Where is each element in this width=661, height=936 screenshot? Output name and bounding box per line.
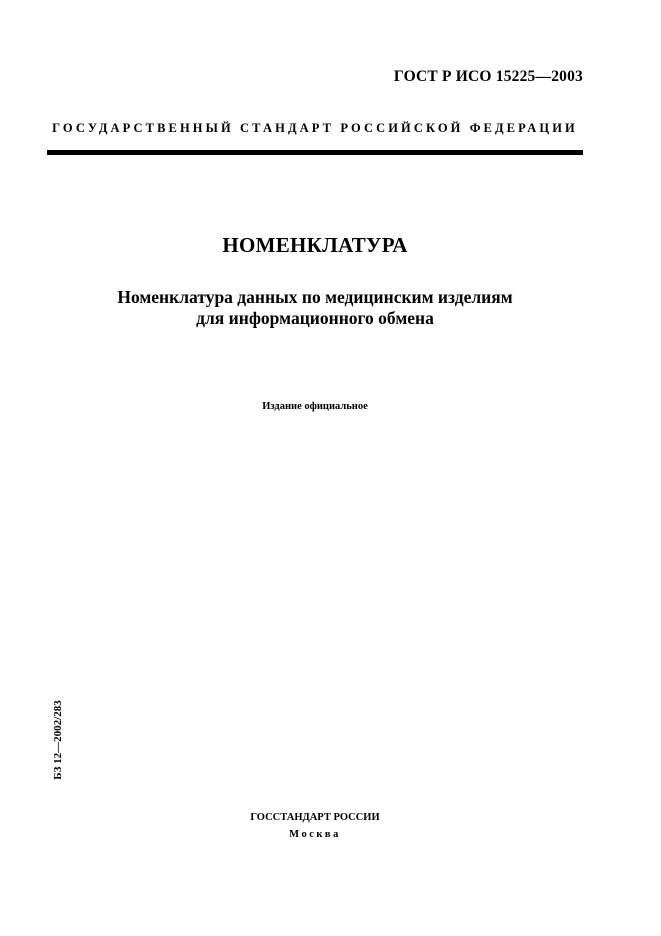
side-code: БЗ 12—2002/283: [52, 700, 64, 780]
state-standard-heading: ГОСУДАРСТВЕННЫЙ СТАНДАРТ РОССИЙСКОЙ ФЕДЕРАЦИИ: [52, 121, 578, 135]
subtitle: [0, 287, 630, 329]
edition-label: Издание официальное: [262, 401, 368, 412]
publisher: ГОССТАНДАРТ РОССИИ: [250, 812, 380, 823]
header-divider: [47, 150, 583, 155]
subtitle-line-2: для информационного обмена: [196, 308, 434, 328]
subtitle-line-1: Номенклатура данных по медицинским изделиям: [117, 287, 513, 307]
publication-city: Москва: [289, 829, 341, 840]
main-title: НОМЕНКЛАТУРА: [222, 233, 408, 257]
document-number: ГОСТ Р ИСО 15225—2003: [393, 68, 583, 85]
